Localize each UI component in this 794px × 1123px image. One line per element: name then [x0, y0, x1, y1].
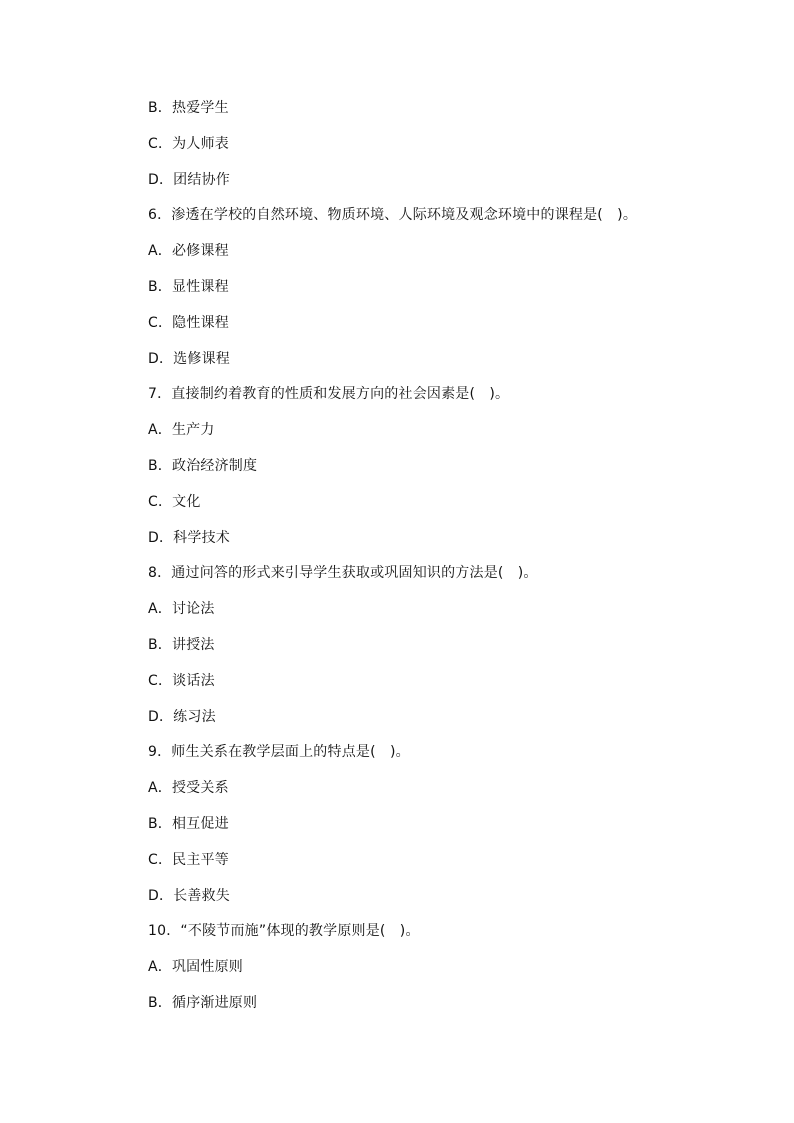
- option-line-7c: C．文化: [148, 494, 201, 510]
- option-line-10b: B．循序渐进原则: [148, 995, 258, 1011]
- option-line-6b: B．显性课程: [148, 279, 229, 295]
- question-7: 7．直接制约着教育的性质和发展方向的社会因素是( )。: [148, 386, 510, 402]
- option-line-7a: A．生产力: [148, 422, 215, 438]
- option-line-9a: A．授受关系: [148, 780, 229, 796]
- option-line-5c: C．为人师表: [148, 136, 229, 152]
- option-line-6c: C．隐性课程: [148, 315, 229, 331]
- question-8: 8．通过问答的形式来引导学生获取或巩固知识的方法是( )。: [148, 565, 538, 581]
- option-line-5b: B．热爱学生: [148, 100, 229, 116]
- option-line-6a: A．必修课程: [148, 243, 229, 259]
- option-line-9c: C．民主平等: [148, 852, 229, 868]
- question-10: 10．“不陵节而施”体现的教学原则是( )。: [148, 923, 420, 939]
- option-line-7d: D．科学技术: [148, 530, 230, 546]
- option-line-10a: A．巩固性原则: [148, 959, 243, 975]
- question-9: 9．师生关系在教学层面上的特点是( )。: [148, 744, 410, 760]
- question-6: 6．渗透在学校的自然环境、物质环境、人际环境及观念环境中的课程是( )。: [148, 207, 638, 223]
- option-line-6d: D．选修课程: [148, 351, 230, 367]
- option-line-5d: D．团结协作: [148, 172, 230, 188]
- option-line-8a: A．讨论法: [148, 601, 215, 617]
- option-line-9b: B．相互促进: [148, 816, 229, 832]
- option-line-8c: C．谈话法: [148, 673, 215, 689]
- option-line-8d: D．练习法: [148, 709, 216, 725]
- option-line-9d: D．长善救失: [148, 888, 230, 904]
- option-line-8b: B．讲授法: [148, 637, 215, 653]
- option-line-7b: B．政治经济制度: [148, 458, 258, 474]
